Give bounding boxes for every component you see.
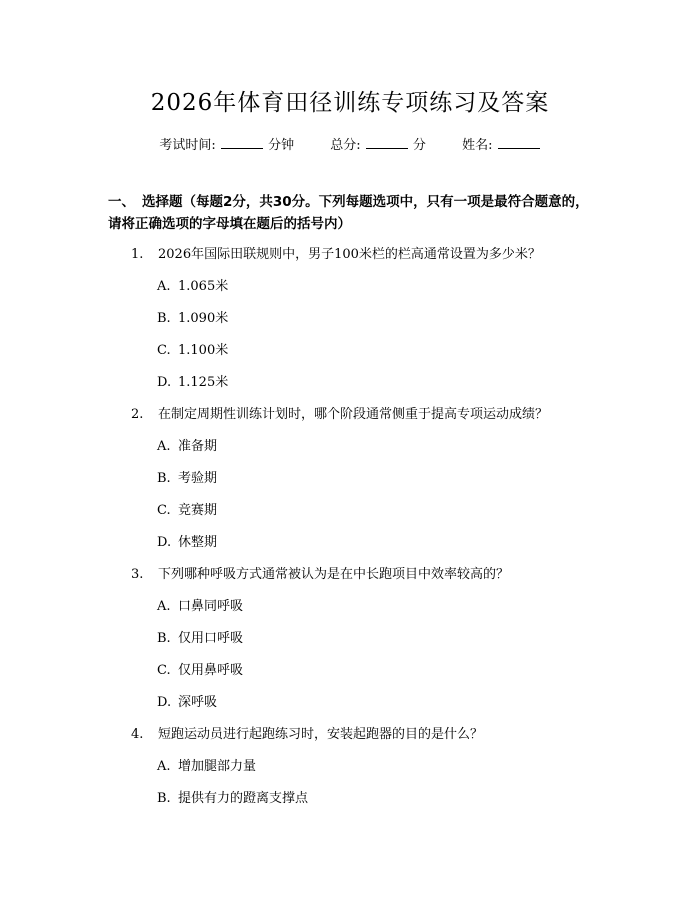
option-letter: A. [157,599,171,614]
option-text: 1.065米 [178,279,229,294]
option-text: 休整期 [178,535,218,550]
question-number: 1. [131,247,144,262]
exam-time-unit: 分钟 [268,138,295,153]
option-letter: B. [157,631,171,646]
option-letter: B. [157,791,171,806]
question-3 [131,565,700,597]
option-text: 深呼吸 [178,695,218,710]
option-text: 1.125米 [178,375,229,390]
total-score-field [330,134,426,153]
question-text: 2026年国际田联规则中，男子100米栏的栏高通常设置为多少米？ [158,247,541,262]
option-1b [157,309,700,341]
question-number: 4. [131,727,144,742]
option-4b [157,789,700,821]
question-list [0,245,700,821]
section-instructions: 选择题（每题2分，共30分。下列每题选项中，只有一项是最符合题意的，请将正确选项的字母填在题后的括号内） [108,194,589,232]
exam-time-label: 考试时间: [159,138,216,153]
option-1d [157,373,700,405]
option-3d [157,693,700,725]
question-text: 在制定周期性训练计划时，哪个阶段通常侧重于提高专项运动成绩？ [158,407,549,422]
option-2a [157,437,700,469]
option-3a [157,597,700,629]
option-letter: C. [157,343,171,358]
option-3b [157,629,700,661]
option-text: 仅用口呼吸 [178,631,244,646]
option-4a [157,757,700,789]
option-text: 1.090米 [178,311,229,326]
option-text: 考验期 [178,471,218,486]
question-2 [131,405,700,437]
option-text: 提供有力的蹬离支撑点 [178,791,309,806]
option-2c [157,501,700,533]
question-text: 短跑运动员进行起跑练习时，安装起跑器的目的是什么？ [158,727,484,742]
option-letter: C. [157,503,171,518]
name-field [462,134,541,153]
exam-time-blank [221,136,263,149]
option-letter: A. [157,759,171,774]
page-title: 2026年体育田径训练专项练习及答案 [150,90,550,116]
option-text: 口鼻同呼吸 [178,599,244,614]
question-number: 3. [131,567,144,582]
option-1a [157,277,700,309]
question-4 [131,725,700,757]
total-score-blank [366,136,408,149]
option-letter: D. [157,375,172,390]
name-label: 姓名: [462,138,493,153]
section-heading [108,191,598,235]
option-3c [157,661,700,693]
option-text: 准备期 [178,439,218,454]
question-1 [131,245,700,277]
question-text: 下列哪种呼吸方式通常被认为是在中长跑项目中效率较高的？ [158,567,510,582]
option-letter: D. [157,695,172,710]
section-number: 一、 [108,194,135,210]
total-score-label: 总分: [330,138,361,153]
option-text: 增加腿部力量 [178,759,257,774]
option-text: 竞赛期 [178,503,218,518]
name-blank [498,136,540,149]
exam-time-field [159,134,294,153]
option-letter: B. [157,471,171,486]
option-letter: D. [157,535,172,550]
option-letter: A. [157,439,171,454]
option-letter: A. [157,279,171,294]
option-2b [157,469,700,501]
option-2d [157,533,700,565]
option-text: 1.100米 [178,343,229,358]
total-score-unit: 分 [412,138,426,153]
option-text: 仅用鼻呼吸 [178,663,244,678]
question-number: 2. [131,407,144,422]
exam-meta [0,134,700,153]
option-1c [157,341,700,373]
option-letter: C. [157,663,171,678]
option-letter: B. [157,311,171,326]
